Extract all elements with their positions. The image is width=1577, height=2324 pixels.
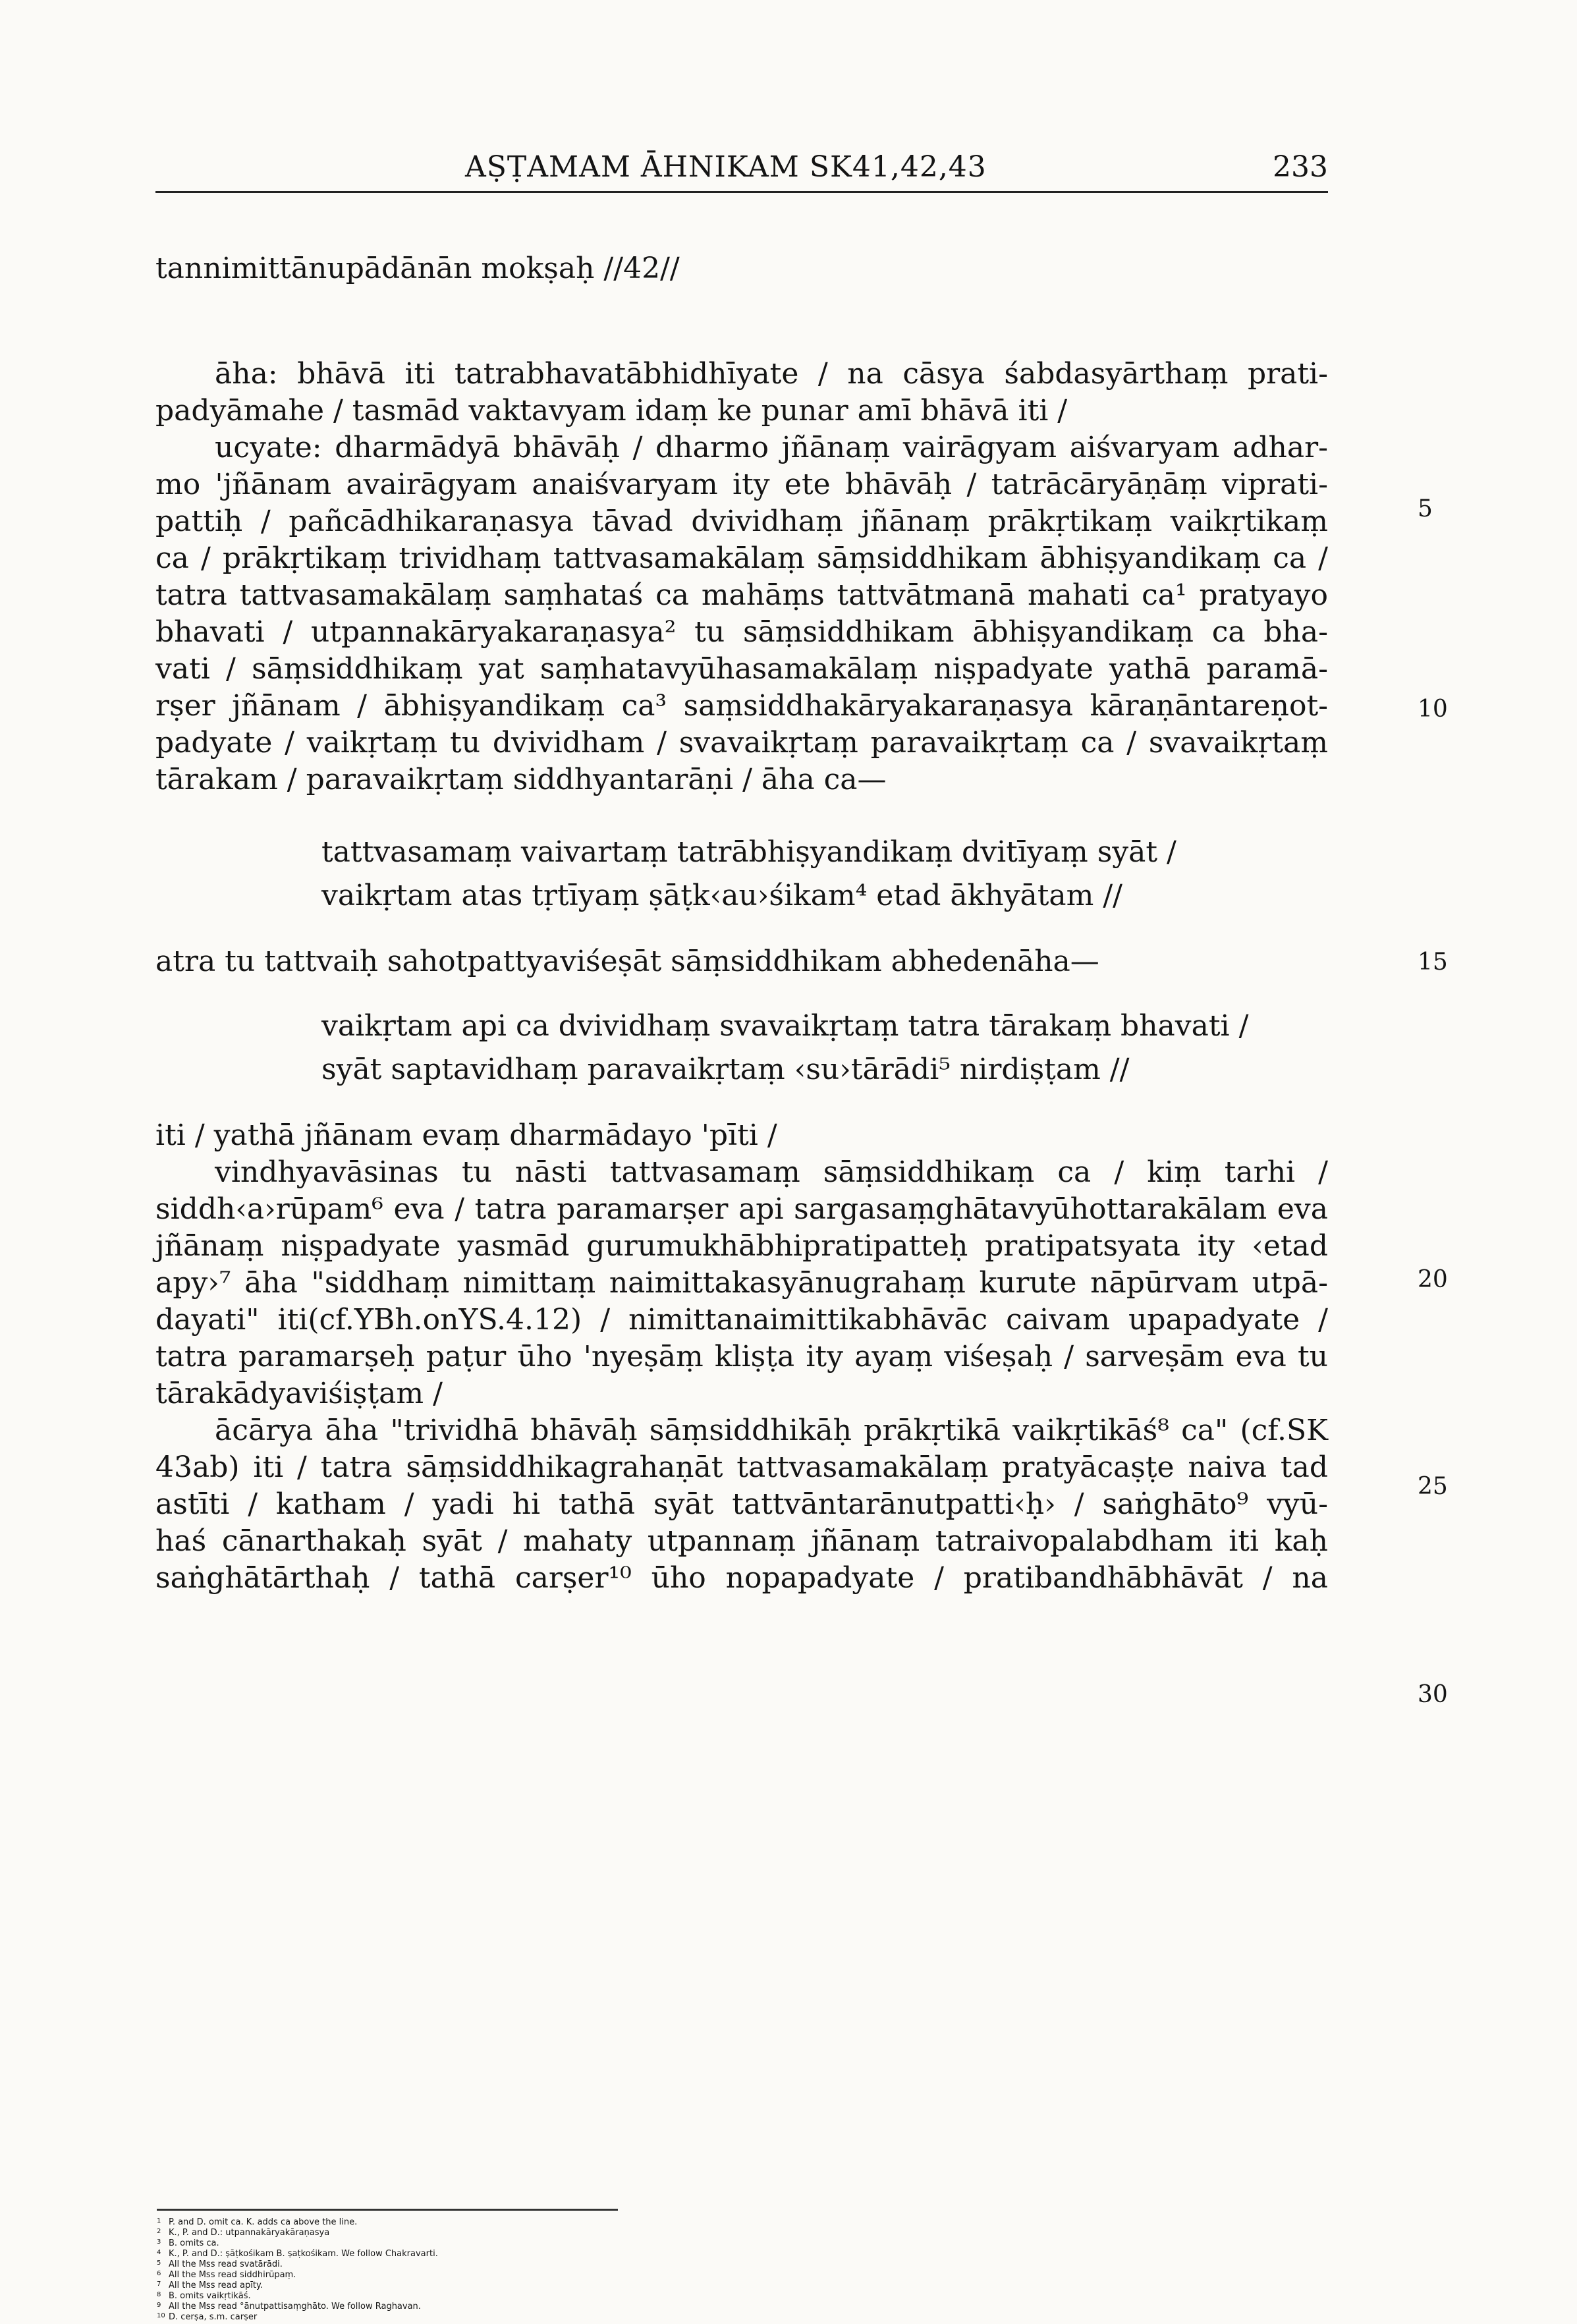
footnote: All the Mss read °ānutpattisaṃghāto. We follow Raghavan. xyxy=(169,2302,421,2311)
page-number: 233 xyxy=(1273,150,1328,184)
line-number: 30 xyxy=(1418,1681,1448,1708)
footnote: All the Mss read apīty. xyxy=(169,2281,263,2290)
footnote: P. and D. omit ca. K. adds ca above the line. xyxy=(169,2217,358,2227)
text-line: iti / yathā jñānam evaṃ dharmādayo 'pīti / xyxy=(155,1119,777,1152)
footnote-mark: 5 xyxy=(157,2259,161,2267)
line-number: 20 xyxy=(1418,1266,1448,1293)
text-line: ucyate: dharmādyā bhāvāḥ / dharmo jñānaṃ vairāgyam aiśvaryam adhar- xyxy=(215,431,1328,464)
text-line: pattiḥ / pañcādhikaraṇasya tāvad dvividhaṃ jñānaṃ prākṛtikaṃ vaikṛtikaṃ xyxy=(155,505,1328,538)
verse-line: syāt saptavidhaṃ paravaikṛtaṃ ‹su›tārādi⁵ nirdiṣṭam // xyxy=(321,1053,1130,1086)
line-number: 10 xyxy=(1418,696,1448,723)
text-line: tatra tattvasamakālaṃ saṃhataś ca mahāṃs tattvātmanā mahati ca¹ pratyayo xyxy=(155,578,1328,612)
footnote-mark: 1 xyxy=(157,2217,161,2225)
text-line: padyate / vaikṛtaṃ tu dvividham / svavaikṛtaṃ paravaikṛtaṃ ca / svavaikṛtaṃ xyxy=(155,726,1328,760)
verse-line: vaikṛtam api ca dvividhaṃ svavaikṛtaṃ tatra tārakaṃ bhavati / xyxy=(321,1009,1249,1043)
text-line: 43ab) iti / tatra sāṃsiddhikagrahaṇāt tattvasamakālaṃ pratyācaṣṭe naiva tad xyxy=(155,1451,1328,1484)
text-line: astīti / katham / yadi hi tathā syāt tattvāntarānutpatti‹ḥ› / saṅghāto⁹ vyū- xyxy=(155,1487,1328,1521)
line-number: 25 xyxy=(1418,1473,1448,1500)
verse-line: tattvasamaṃ vaivartaṃ tatrābhiṣyandikaṃ dvitīyaṃ syāt / xyxy=(321,835,1176,869)
footnote-mark: 3 xyxy=(157,2238,161,2246)
text-line: ca / prākṛtikaṃ trividhaṃ tattvasamakālaṃ sāṃsiddhikam ābhiṣyandikaṃ ca / xyxy=(155,541,1328,575)
text-line: tārakam / paravaikṛtaṃ siddhyantarāṇi / āha ca— xyxy=(155,763,887,796)
footnote-mark: 4 xyxy=(157,2249,161,2256)
text-line: ācārya āha "trividhā bhāvāḥ sāṃsiddhikāḥ prākṛtikā vaikṛtikāś⁸ ca" (cf.SK xyxy=(215,1414,1328,1447)
footnote-mark: 8 xyxy=(157,2291,161,2298)
verse-line: vaikṛtam atas tṛtīyaṃ ṣāṭk‹au›śikam⁴ etad ākhyātam // xyxy=(321,879,1122,912)
text-line: tatra paramarṣeḥ paṭur ūho 'nyeṣāṃ kliṣṭa ity ayaṃ viśeṣaḥ / sarveṣām eva tu xyxy=(155,1340,1328,1373)
footnote-mark: 6 xyxy=(157,2270,161,2277)
text-line: jñānaṃ niṣpadyate yasmād gurumukhābhipratipatteḥ pratipatsyata ity ‹etad xyxy=(155,1229,1328,1263)
text-line: rṣer jñānam / ābhiṣyandikaṃ ca³ saṃsiddhakāryakaraṇasya kāraṇāntareṇot- xyxy=(155,689,1328,723)
footnote: B. omits vaikṛtikāś. xyxy=(169,2291,251,2301)
text-line: āha: bhāvā iti tatrabhavatābhidhīyate / na cāsya śabdasyārthaṃ prati- xyxy=(215,357,1328,391)
text-line: atra tu tattvaiḥ sahotpattyaviśeṣāt sāṃsiddhikam abhedenāha— xyxy=(155,945,1099,978)
footnote-rule xyxy=(157,2209,618,2211)
text-line: mo 'jñānam avairāgyam anaiśvaryam ity ete bhāvāḥ / tatrācāryāṇāṃ viprati- xyxy=(155,468,1328,501)
footnote-mark: 2 xyxy=(157,2228,161,2235)
footnote: K., P. and D.: utpannakāryakāraṇasya xyxy=(169,2228,330,2238)
text-line: bhavati / utpannakāryakaraṇasya² tu sāṃsiddhikam ābhiṣyandikaṃ ca bha- xyxy=(155,615,1328,649)
running-header xyxy=(155,150,1328,193)
line-number: 15 xyxy=(1418,949,1448,976)
footnote-mark: 9 xyxy=(157,2302,161,2309)
footnote-mark: 7 xyxy=(157,2281,161,2288)
footnote: All the Mss read svatārādi. xyxy=(169,2259,283,2269)
text-line: haś cānarthakaḥ syāt / mahaty utpannaṃ jñānaṃ tatraivopalabdham iti kaḥ xyxy=(155,1524,1328,1558)
footnote: D. cerṣa, s.m. carṣer xyxy=(169,2312,258,2322)
text-line: tannimittānupādānān mokṣaḥ //42// xyxy=(155,252,680,285)
text-line: vindhyavāsinas tu nāsti tattvasamaṃ sāṃsiddhikaṃ ca / kiṃ tarhi / xyxy=(215,1155,1328,1189)
text-line: apy›⁷ āha "siddhaṃ nimittaṃ naimittakasyānugrahaṃ kurute nāpūrvam utpā- xyxy=(155,1266,1328,1300)
text-line: padyāmahe / tasmād vaktavyam idaṃ ke punar amī bhāvā iti / xyxy=(155,394,1068,428)
text-line: vati / sāṃsiddhikaṃ yat saṃhatavyūhasamakālaṃ niṣpadyate yathā paramā- xyxy=(155,652,1328,686)
footnote: B. omits ca. xyxy=(169,2238,219,2248)
line-number: 5 xyxy=(1418,495,1433,522)
text-line: saṅghātārthaḥ / tathā carṣer¹⁰ ūho nopapadyate / pratibandhābhāvāt / na xyxy=(155,1561,1328,1595)
footnote: K., P. and D.: ṣāṭkośikam B. ṣaṭkośikam. We follow Chakravarti. xyxy=(169,2249,438,2259)
text-line: siddh‹a›rūpam⁶ eva / tatra paramarṣer api sargasaṃghātavyūhottarakālam eva xyxy=(155,1192,1328,1226)
footnote-mark: 10 xyxy=(157,2312,165,2319)
footnote: All the Mss read siddhirūpaṃ. xyxy=(169,2270,296,2280)
text-line: tārakādyaviśiṣṭam / xyxy=(155,1377,443,1410)
text-line: dayati" iti(cf.YBh.onYS.4.12) / nimittanaimittikabhāvāc caivam upapadyate / xyxy=(155,1303,1328,1337)
chapter-title: AṢṬAMAM ĀHNIKAM SK41,42,43 xyxy=(465,150,987,184)
